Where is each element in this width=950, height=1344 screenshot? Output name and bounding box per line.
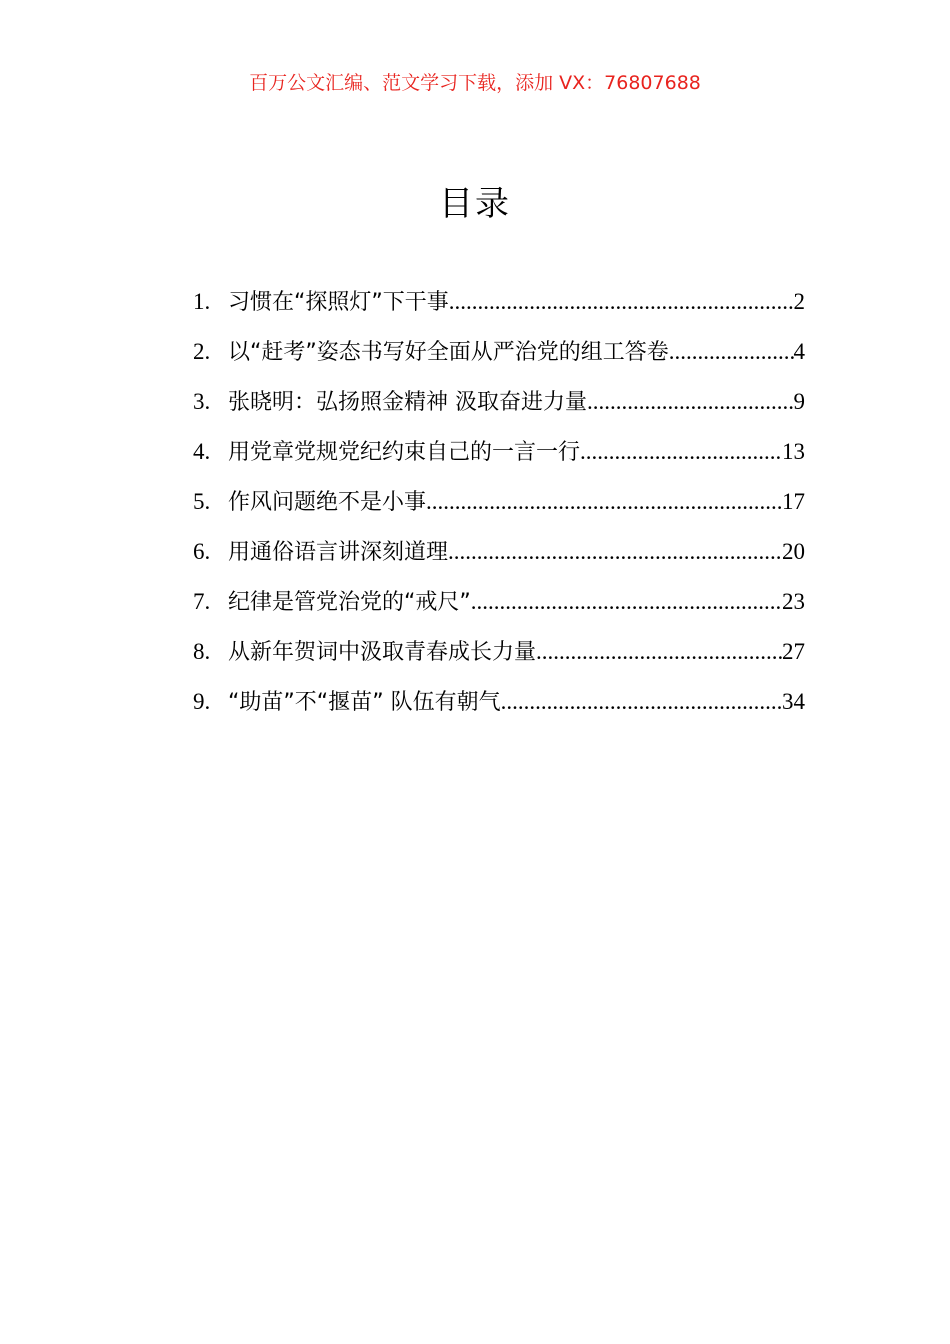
toc-dot-leader xyxy=(580,430,782,474)
toc-entry-page: 17 xyxy=(782,489,805,514)
toc-entry-page: 9 xyxy=(793,389,805,414)
toc-entry[interactable] xyxy=(193,330,805,380)
toc-entry-number: 2. xyxy=(193,339,211,364)
toc-entry-page: 23 xyxy=(782,589,805,614)
toc-entry-page: 27 xyxy=(782,639,805,664)
toc-entry[interactable] xyxy=(193,480,805,530)
toc-entry-title: 纪律是管党治党的“戒尺” xyxy=(228,590,471,615)
toc-dot-leader xyxy=(426,480,782,524)
toc-entry[interactable] xyxy=(193,280,805,330)
toc-entry[interactable] xyxy=(193,680,805,730)
toc-dot-leader xyxy=(587,380,794,424)
toc-entry-number: 7. xyxy=(193,589,211,614)
toc-entry-number: 8. xyxy=(193,639,211,664)
toc-entry-title: 用通俗语言讲深刻道理 xyxy=(228,540,449,565)
toc-entry-title: 张晓明：弘扬照金精神 汲取奋进力量 xyxy=(228,390,587,415)
toc-dot-leader xyxy=(501,680,782,724)
toc-entry-number: 3. xyxy=(193,389,211,414)
header-note: 百万公文汇编、范文学习下载，添加 VX：76807688 xyxy=(249,72,701,94)
toc-dot-leader xyxy=(669,330,794,374)
toc-entry-page: 13 xyxy=(782,439,805,464)
toc-entry-title: 从新年贺词中汲取青春成长力量 xyxy=(228,640,537,665)
page-title: 目录 xyxy=(439,184,511,224)
toc-dot-leader xyxy=(449,280,794,324)
toc-dot-leader xyxy=(448,530,782,574)
toc-entry-title: 以“赶考”姿态书写好全面从严治党的组工答卷 xyxy=(228,340,669,365)
toc-entry-number: 6. xyxy=(193,539,211,564)
toc-dot-leader xyxy=(471,580,782,624)
toc-entry[interactable] xyxy=(193,430,805,480)
toc-entry-title: 用党章党规党纪约束自己的一言一行 xyxy=(228,440,581,465)
toc-entry[interactable] xyxy=(193,580,805,630)
toc-entry-page: 4 xyxy=(793,339,805,364)
table-of-contents xyxy=(193,280,805,730)
toc-entry-number: 4. xyxy=(193,439,211,464)
toc-entry[interactable] xyxy=(193,630,805,680)
toc-entry-number: 5. xyxy=(193,489,211,514)
toc-entry-page: 20 xyxy=(782,539,805,564)
toc-entry[interactable] xyxy=(193,380,805,430)
toc-dot-leader xyxy=(536,630,782,674)
toc-entry-title: 习惯在“探照灯”下干事 xyxy=(228,290,449,315)
toc-entry-page: 34 xyxy=(782,689,805,714)
toc-entry-number: 1. xyxy=(193,289,211,314)
toc-entry[interactable] xyxy=(193,530,805,580)
toc-entry-number: 9. xyxy=(193,689,211,714)
toc-entry-title: “助苗”不“揠苗” 队伍有朝气 xyxy=(228,690,501,715)
toc-entry-page: 2 xyxy=(793,289,805,314)
toc-entry-title: 作风问题绝不是小事 xyxy=(228,490,427,515)
